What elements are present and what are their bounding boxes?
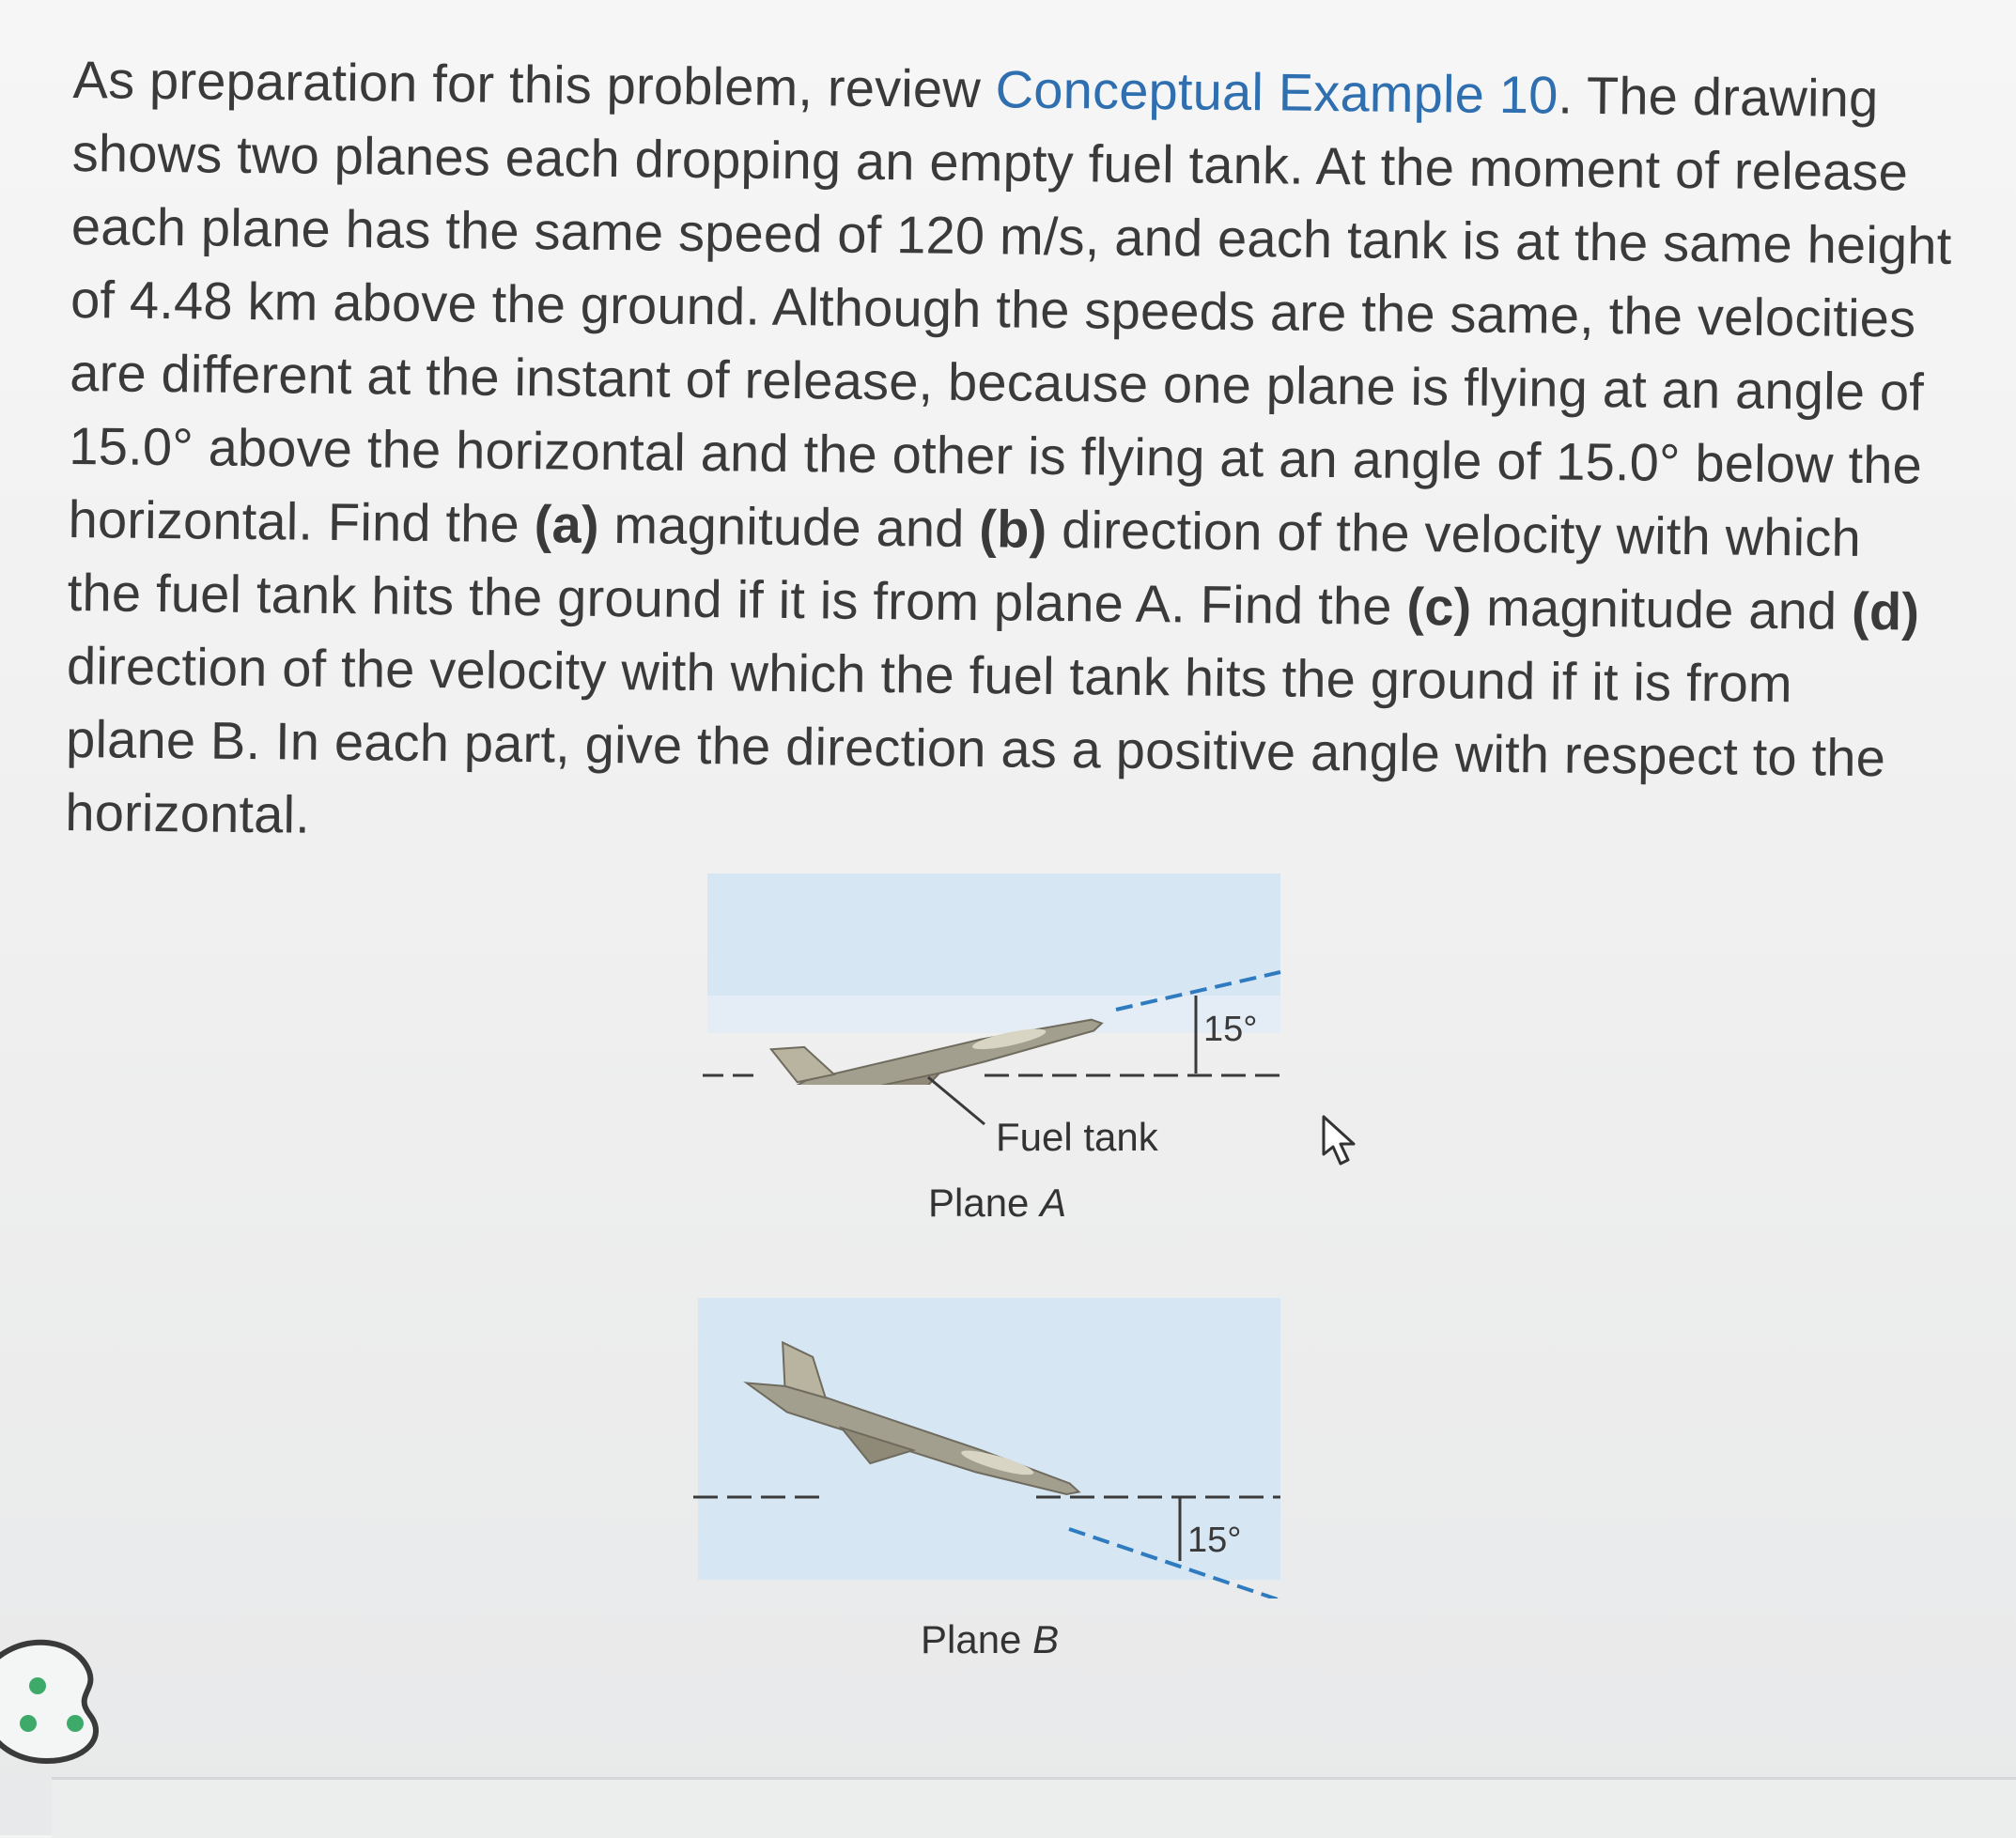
mouse-pointer-icon	[1320, 1113, 1367, 1169]
problem-line-11: horizontal.	[65, 781, 311, 844]
bottom-toolbar	[52, 1777, 2016, 1838]
palette-icon[interactable]	[0, 1620, 127, 1770]
problem-line-1: As preparation for this problem, review Conceptual Example 10. The drawing	[72, 49, 1879, 129]
fuel-tank-callout	[703, 1085, 1285, 1160]
problem-line-10: plane B. In each part, give the direction as a positive angle with respect to the	[65, 708, 1886, 788]
problem-line-9: direction of the velocity with which the fuel tank hits the ground if it is from	[66, 635, 1793, 714]
part-b-label: (b)	[979, 499, 1047, 559]
fuel-tank-label: Fuel tank	[996, 1115, 1158, 1159]
figure-plane-b	[693, 1298, 1285, 1661]
figure-plane-a	[703, 869, 1285, 1225]
sky-background	[707, 873, 1280, 996]
problem-line-6: 15.0° above the horizontal and the other is flying at an angle of 15.0° below the	[69, 415, 1923, 495]
conceptual-example-link[interactable]: Conceptual Example 10	[995, 59, 1559, 125]
problem-line-4: of 4.48 km above the ground. Although the speeds are the same, the velocities	[70, 269, 1916, 348]
part-d-label: (d)	[1851, 580, 1920, 641]
plane-b-caption: Plane B	[921, 1617, 1060, 1661]
problem-line-5: are different at the instant of release, because one plane is flying at an angle of	[69, 342, 1925, 422]
plane-a-diagram	[703, 869, 1285, 1085]
problem-line-7: horizontal. Find the (a) magnitude and (b) direction of the velocity with which	[68, 488, 1862, 567]
part-c-label: (c)	[1406, 576, 1472, 637]
plane-a-caption: Plane A	[928, 1181, 1067, 1225]
plane-b-diagram	[693, 1298, 1285, 1599]
problem-line-8: the fuel tank hits the ground if it is from plane A. Find the (c) magnitude and (d)	[67, 562, 1920, 641]
plane-a-angle-label: 15°	[1203, 1010, 1258, 1049]
plane-b-angle-label: 15°	[1187, 1521, 1242, 1560]
problem-line-3: each plane has the same speed of 120 m/s, and each tank is at the same height	[70, 195, 1952, 275]
problem-text	[65, 43, 1971, 869]
part-a-label: (a)	[534, 494, 600, 554]
fuel-tank-leader-line	[928, 1077, 985, 1124]
problem-line-2: shows two planes each dropping an empty fuel tank. At the moment of release	[71, 122, 1909, 202]
